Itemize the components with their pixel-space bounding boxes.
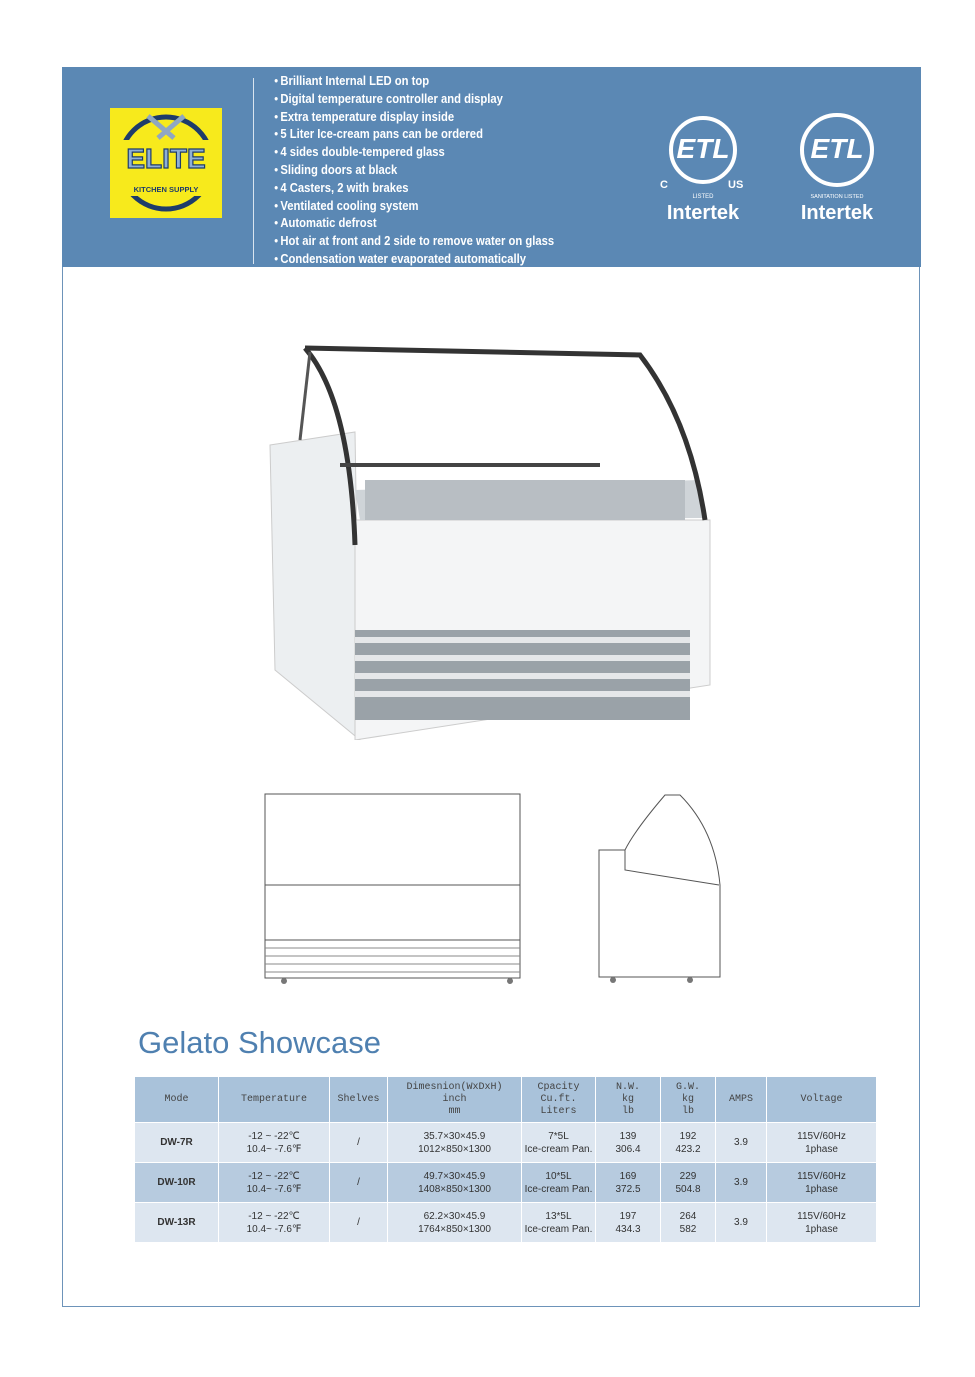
column-header [522,1077,596,1123]
table-cell [330,1163,388,1203]
table-cell [596,1163,661,1203]
feature-item: ● Automatic defrost [274,214,554,232]
column-header [767,1077,877,1123]
logo-tagline: KITCHEN SUPPLY [133,185,199,194]
header-line: N.W. [615,1081,640,1093]
table-row [135,1203,877,1243]
table-row [135,1123,877,1163]
header-line: AMPS [728,1093,753,1105]
header-line: inch [442,1093,467,1105]
header-line: lb [621,1105,634,1117]
cell-line: / [357,1217,360,1228]
table-cell [661,1163,716,1203]
table-cell [219,1203,330,1243]
cert-listed-text: LISTED [692,194,714,200]
header-divider [253,78,254,264]
cell-line: 62.2×30×45.9 [423,1210,486,1222]
intertek-label: Intertek [666,202,740,224]
table-cell [661,1123,716,1163]
table-row [135,1163,877,1203]
cell-line: 1408×850×1300 [418,1183,491,1195]
table-cell [522,1203,596,1243]
feature-item: ● Brilliant Internal LED on top [274,72,554,90]
cell-line: 306.4 [615,1143,641,1155]
column-header [596,1077,661,1123]
table-cell [388,1123,522,1163]
column-header [135,1077,219,1123]
column-header [661,1077,716,1123]
table-cell [219,1123,330,1163]
cell-line: 1764×850×1300 [418,1223,491,1235]
cell-line: 229 [679,1170,697,1182]
header-line: G.W. [675,1081,700,1093]
table-cell [716,1123,767,1163]
intertek-label: Intertek [800,202,874,224]
column-header [219,1077,330,1123]
feature-item: ● 4 Casters, 2 with brakes [274,179,554,197]
table-cell [767,1123,877,1163]
cell-line: 1phase [805,1143,838,1155]
cell-line: 115V/60Hz [797,1170,846,1182]
etl-listed-cert [658,112,748,232]
gelato-showcase-photo [260,340,720,740]
header-line: Dimesnion(WxDxH) [406,1081,503,1093]
table-cell [522,1123,596,1163]
table-cell [661,1203,716,1243]
spec-table [134,1076,877,1243]
table-cell [135,1163,219,1203]
front-view-drawing [258,790,528,985]
header-line: Shelves [337,1093,380,1105]
table-cell [716,1163,767,1203]
table-cell [596,1123,661,1163]
cell-line: 13*5L [545,1210,572,1222]
cell-line: 115V/60Hz [797,1210,846,1222]
table-cell [522,1163,596,1203]
cell-line: 35.7×30×45.9 [423,1130,486,1142]
table-cell [330,1123,388,1163]
cell-line: DW-7R [160,1137,193,1148]
header-line: Mode [164,1093,189,1105]
header-line: mm [448,1105,461,1117]
header-line: Temperature [240,1093,307,1105]
cell-line: Ice-cream Pan. [524,1223,593,1235]
feature-item: ● Digital temperature controller and display [274,90,554,108]
header-line: lb [681,1105,694,1117]
cell-line: 582 [679,1223,697,1235]
header-row [135,1077,877,1123]
product-title: Gelato Showcase [138,1025,381,1060]
table-cell [219,1163,330,1203]
table-cell [596,1203,661,1243]
table-cell [388,1163,522,1203]
column-header [388,1077,522,1123]
cell-line: DW-10R [157,1177,196,1188]
cell-line: 372.5 [615,1183,641,1195]
feature-list [274,72,554,268]
cell-line: 423.2 [675,1143,701,1155]
cell-line: / [357,1137,360,1148]
feature-item: ● Hot air at front and 2 side to remove water on glass [274,232,554,250]
header-line: Cpacity [537,1081,580,1093]
cell-line: 434.3 [615,1223,641,1235]
feature-item: ● Extra temperature display inside [274,108,554,126]
table-cell [135,1123,219,1163]
cell-line: 3.9 [734,1137,748,1148]
cell-line: 115V/60Hz [797,1130,846,1142]
header-line: Cu.ft. [540,1093,577,1105]
table-cell [135,1203,219,1243]
cell-line: 10*5L [545,1170,572,1182]
cell-line: 3.9 [734,1177,748,1188]
cell-line: 504.8 [675,1183,701,1195]
cert-us-mark: US [728,179,744,191]
cell-line: 139 [619,1130,637,1142]
header-line: kg [621,1093,634,1105]
table-cell [767,1203,877,1243]
cell-line: 1012×850×1300 [418,1143,491,1155]
cell-line: Ice-cream Pan. [524,1143,593,1155]
cell-line: 10.4~ -7.6℉ [246,1143,302,1155]
feature-item: ● Condensation water evaporated automatically [274,250,554,268]
cell-line: DW-13R [157,1217,196,1228]
etl-sanitation-cert [792,112,882,232]
cell-line: 1phase [805,1183,838,1195]
etl-mark: ETL [676,133,730,164]
cell-line: 264 [679,1210,697,1222]
feature-item: ● 5 Liter Ice-cream pans can be ordered [274,125,554,143]
feature-item: ● 4 sides double-tempered glass [274,143,554,161]
header-line: Liters [540,1105,577,1117]
cell-line: 3.9 [734,1217,748,1228]
feature-item: ● Sliding doors at black [274,161,554,179]
table-cell [767,1163,877,1203]
feature-item: ● Ventilated cooling system [274,197,554,215]
cell-line: -12 ~ -22℃ [248,1170,300,1182]
cell-line: 7*5L [548,1130,569,1142]
cell-line: 192 [679,1130,697,1142]
cell-line: 10.4~ -7.6℉ [246,1223,302,1235]
cell-line: 197 [619,1210,637,1222]
cell-line: Ice-cream Pan. [524,1183,593,1195]
cell-line: -12 ~ -22℃ [248,1130,300,1142]
table-cell [330,1203,388,1243]
cert-sanitation-text: SANITATION LISTED [810,194,864,200]
cell-line: / [357,1177,360,1188]
cell-line: 1phase [805,1223,838,1235]
header-line: kg [681,1093,694,1105]
elite-logo [110,108,222,218]
cell-line: -12 ~ -22℃ [248,1210,300,1222]
logo-wordmark: ELITE [126,143,206,174]
cell-line: 10.4~ -7.6℉ [246,1183,302,1195]
cert-c-mark: C [660,179,668,191]
side-view-drawing [595,790,730,985]
etl-mark: ETL [810,133,864,164]
cell-line: 49.7×30×45.9 [423,1170,486,1182]
cell-line: 169 [619,1170,637,1182]
table-cell [716,1203,767,1243]
table-cell [388,1203,522,1243]
header-line: Voltage [800,1093,843,1105]
column-header [330,1077,388,1123]
column-header [716,1077,767,1123]
